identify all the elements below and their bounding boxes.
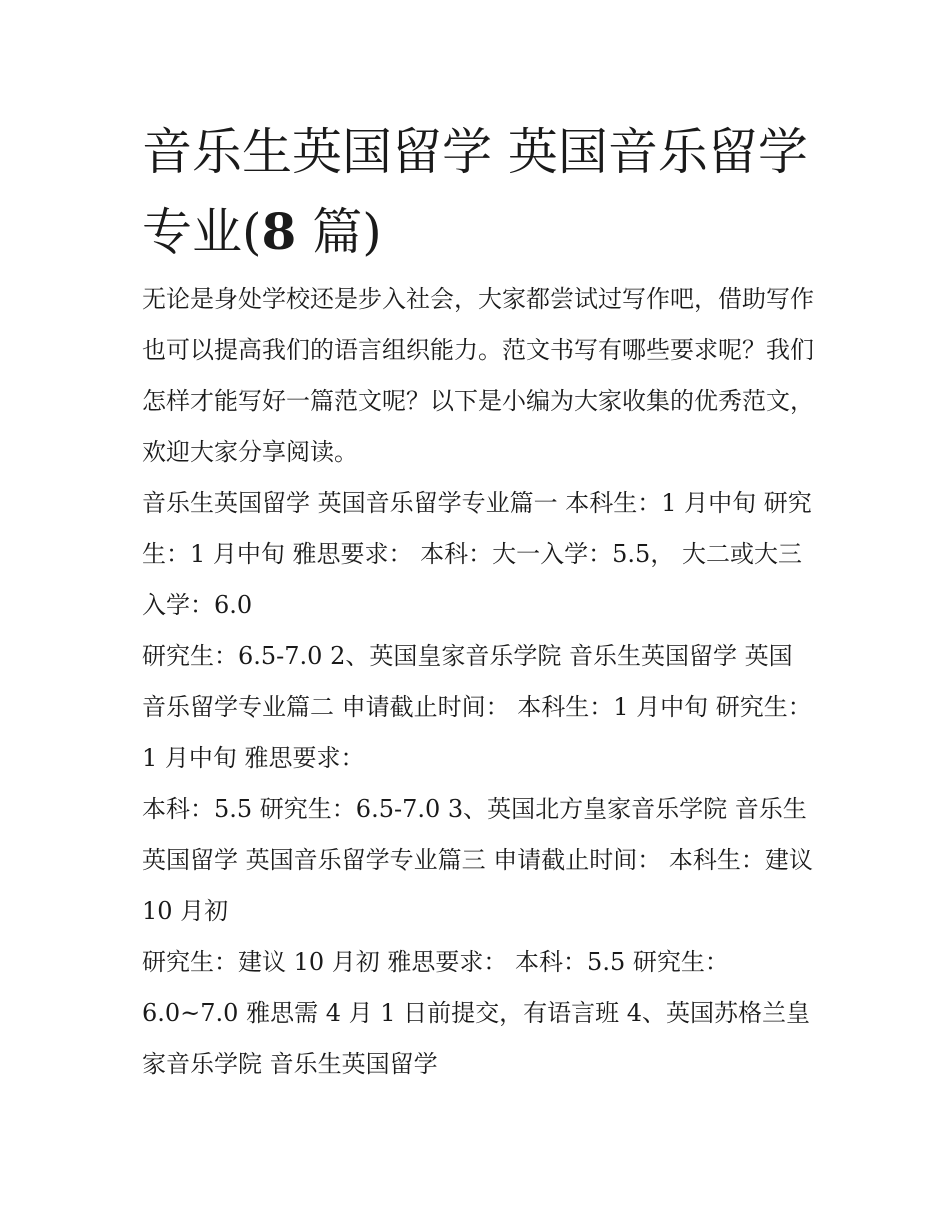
body-paragraph-4: 研究生：建议 10 月初 雅思要求： 本科：5.5 研究生： 6.0~7.0 雅思需 4 月 1 日前提交，有语言班 4、英国苏格兰皇家音乐学院 音乐生英国留学 — [142, 948, 811, 1078]
document-page — [142, 112, 814, 1090]
body-paragraph-2: 研究生：6.5-7.0 2、英国皇家音乐学院 音乐生英国留学 英国音乐留学专业篇二 申请截止时间： 本科生：1 月中旬 研究生：1 月中旬 雅思要求： — [142, 642, 812, 772]
title-suffix: 篇) — [296, 203, 382, 261]
body-paragraph-1: 音乐生英国留学 英国音乐留学专业篇一 本科生：1 月中旬 研究生：1 月中旬 雅思要求： 本科：大一入学：5.5， 大二或大三入学：6.0 — [142, 489, 812, 619]
title-text: 音乐生英国留学 英国音乐留学专业( — [142, 123, 808, 261]
intro-paragraph: 无论是身处学校还是步入社会，大家都尝试过写作吧，借助写作也可以提高我们的语言组织能力。范文书写有哪些要求呢？我们怎样才能写好一篇范文呢？以下是小编为大家收集的优秀范文，欢迎大家分享阅读。 — [142, 285, 814, 466]
document-title — [142, 112, 814, 272]
title-count: 8 — [261, 202, 297, 261]
body-paragraph-3: 本科：5.5 研究生：6.5-7.0 3、英国北方皇家音乐学院 音乐生英国留学 英国音乐留学专业篇三 申请截止时间： 本科生：建议 10 月初 — [142, 795, 813, 925]
